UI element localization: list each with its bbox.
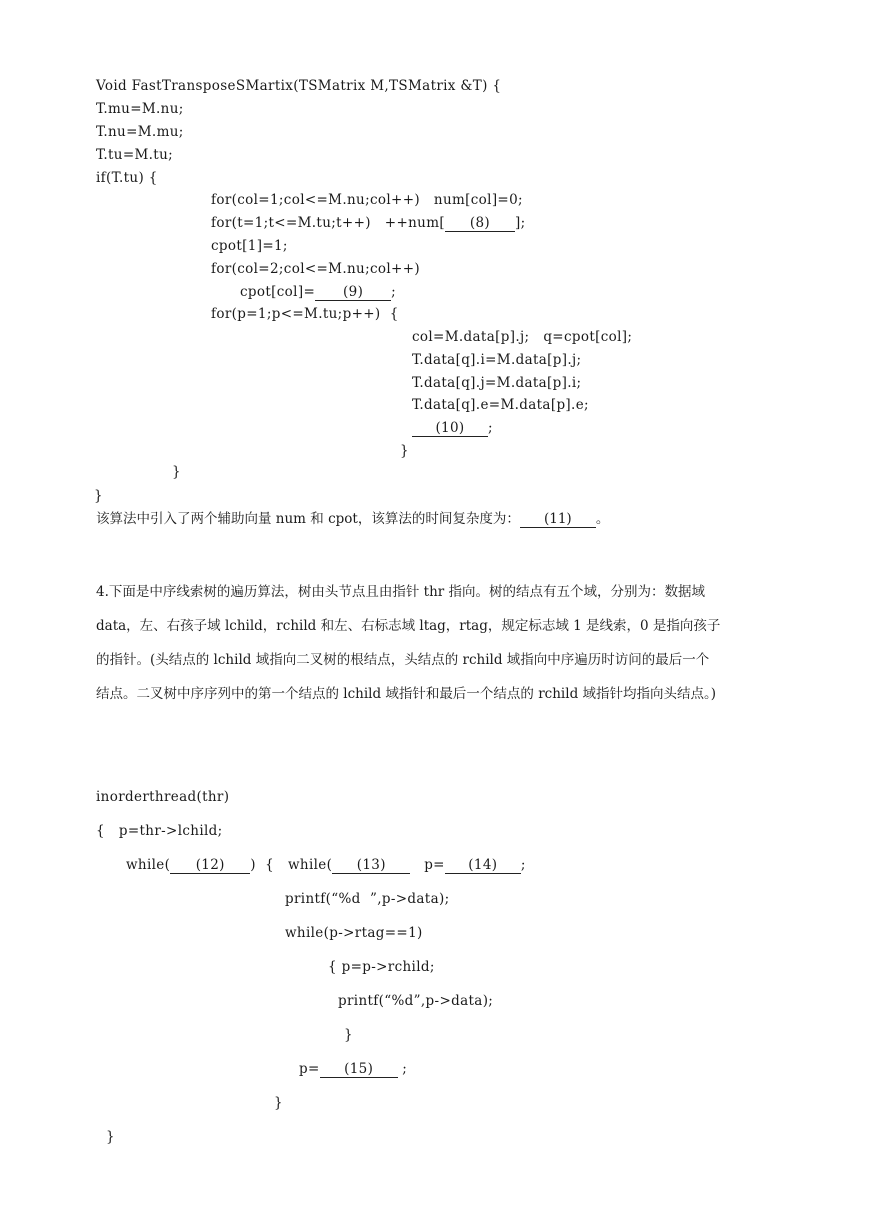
code-line: T.tu=M.tu; xyxy=(96,147,174,163)
code2-line: { p=thr->lchild; xyxy=(96,823,223,839)
closing-brace: } xyxy=(94,488,103,504)
blank-9[interactable]: (9) xyxy=(315,284,391,301)
code-line: cpot[1]=1; xyxy=(211,238,288,254)
closing-brace: } xyxy=(172,464,181,480)
code-line: T.data[q].j=M.data[p].i; xyxy=(412,375,582,391)
question-4-line-3: 的指针。(头结点的 lchild 域指向二叉树的根结点，头结点的 rchild 域指向中序遍历时访问的最后一个 xyxy=(96,652,710,668)
code-line: T.data[q].e=M.data[p].e; xyxy=(412,397,589,413)
code-line-with-blank-10: (10) ; xyxy=(412,419,493,437)
blank-10[interactable]: (10) xyxy=(412,420,488,437)
code-line-with-blank-9: cpot[col]= (9) ; xyxy=(240,284,397,300)
blank-14[interactable]: (14) xyxy=(445,857,521,874)
code-line: col=M.data[p].j; q=cpot[col]; xyxy=(412,329,633,345)
code-line-with-blank-8: for(t=1;t<=M.tu;t++) ++num[ (8) ]; xyxy=(211,215,526,231)
code-line: T.data[q].i=M.data[p].j; xyxy=(412,352,582,368)
code-line: for(col=2;col<=M.nu;col++) xyxy=(211,261,420,277)
blank-13[interactable]: (13) xyxy=(332,857,410,874)
closing-brace: } xyxy=(274,1095,283,1111)
code2-line-with-blank-15: p= (15) ; xyxy=(299,1061,408,1077)
question-4-line-1: 4.下面是中序线索树的遍历算法，树由头节点且由指针 thr 指向。树的结点有五个域，分别为：数据域 xyxy=(96,584,706,600)
code2-line: inorderthread(thr) xyxy=(96,789,230,805)
code2-line: { p=p->rchild; xyxy=(328,959,435,975)
code-line: for(col=1;col<=M.nu;col++) num[col]=0; xyxy=(211,192,523,208)
closing-brace: } xyxy=(106,1129,115,1145)
code-line: T.mu=M.nu; xyxy=(96,101,184,117)
code2-line: while(p->rtag==1) xyxy=(285,925,423,941)
question-4-line-2: data，左、右孩子域 lchild，rchild 和左、右标志域 ltag，rtag，规定标志域 1 是线索，0 是指向孩子 xyxy=(96,618,721,634)
code2-line: printf(“%d ”,p->data); xyxy=(285,891,450,907)
code-line-function-header: Void FastTransposeSMartix(TSMatrix M,TSMatrix &T) { xyxy=(96,78,502,94)
closing-brace: } xyxy=(400,443,409,459)
code-line: for(p=1;p<=M.tu;p++) { xyxy=(211,306,399,322)
closing-brace: } xyxy=(344,1027,353,1043)
blank-11[interactable]: (11) xyxy=(520,511,596,528)
code2-line: printf(“%d”,p->data); xyxy=(338,993,494,1009)
blank-15[interactable]: (15) xyxy=(320,1061,398,1078)
blank-12[interactable]: (12) xyxy=(170,857,250,874)
code-line: if(T.tu) { xyxy=(96,170,158,186)
code-line: T.nu=M.mu; xyxy=(96,124,184,140)
blank-8[interactable]: (8) xyxy=(445,215,515,232)
question-4-line-4: 结点。二叉树中序序列中的第一个结点的 lchild 域指针和最后一个结点的 rchild 域指针均指向头结点。) xyxy=(96,686,717,702)
complexity-question: 该算法中引入了两个辅助向量 num 和 cpot，该算法的时间复杂度为： (11) 。 xyxy=(96,511,610,527)
code2-line-with-blanks: while( (12) ) { while( (13) p= (14) ; xyxy=(126,857,526,873)
